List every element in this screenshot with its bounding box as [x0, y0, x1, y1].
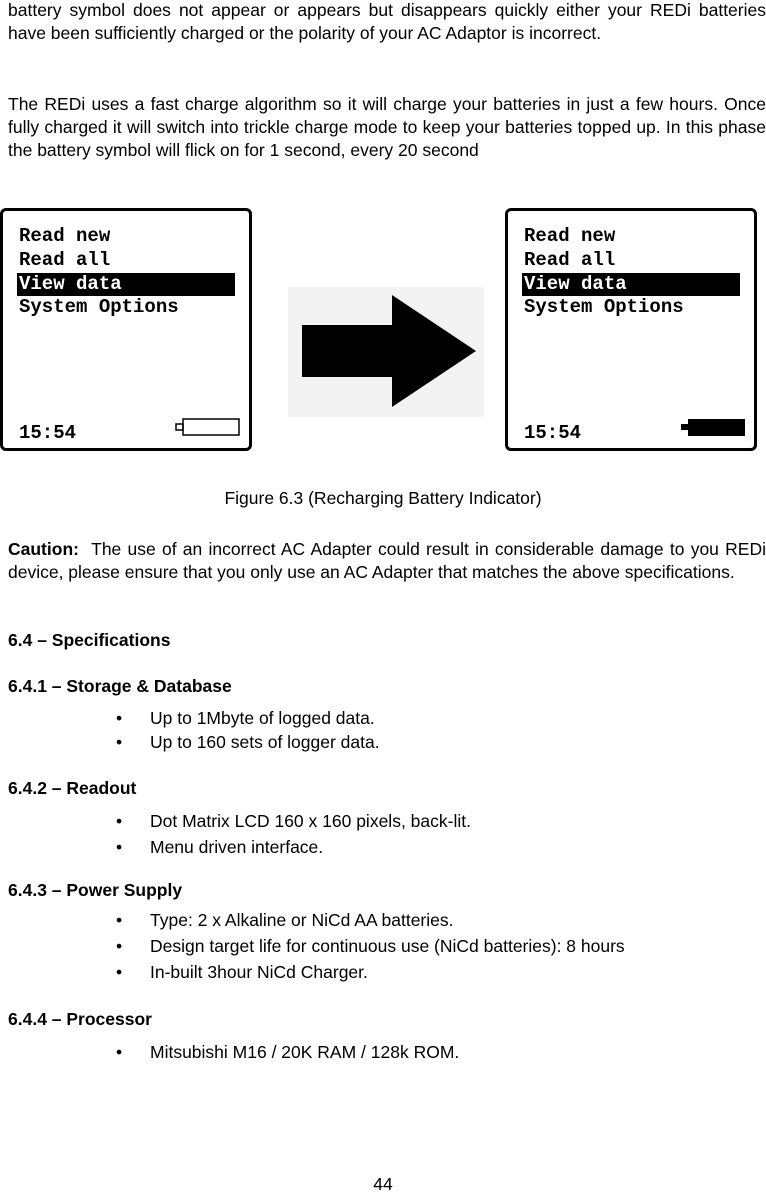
- list-item: • Dot Matrix LCD 160 x 160 pixels, back-lit.: [116, 811, 471, 831]
- list-item: • Menu driven interface.: [116, 837, 324, 857]
- figure-caption: Figure 6.3 (Recharging Battery Indicator): [224, 488, 542, 508]
- list-item: • Design target life for continuous use (NiCd batteries): 8 hours: [116, 936, 625, 956]
- menu-item-read-all: Read all: [524, 249, 616, 271]
- section-title-processor: 6.4.4 – Processor: [8, 1009, 152, 1029]
- list-item: • In-built 3hour NiCd Charger.: [116, 962, 368, 982]
- lcd-screen-after: [505, 208, 757, 451]
- list-item: • Up to 160 sets of logger data.: [116, 732, 380, 752]
- section-title-specifications: 6.4 – Specifications: [8, 630, 171, 650]
- section-title-readout: 6.4.2 – Readout: [8, 778, 137, 798]
- clock-time: 15:54: [524, 422, 582, 444]
- arrow-right-icon: [288, 287, 484, 417]
- caution-label: Caution:: [8, 539, 79, 559]
- intro-paragraph-1: battery symbol does not appear or appears but disappears quickly either your REDi batteries have been sufficiently charged or the polarity of your AC Adaptor is incorrect.: [8, 0, 766, 43]
- battery-full-icon: [680, 417, 746, 437]
- menu-item-view-data-selected: View data: [17, 273, 235, 296]
- caution-paragraph: [8, 538, 766, 584]
- section-title-power-supply: 6.4.3 – Power Supply: [8, 880, 183, 900]
- page-number: 44: [373, 1174, 393, 1194]
- battery-empty-icon: [175, 417, 241, 437]
- list-item: • Mitsubishi M16 / 20K RAM / 128k ROM.: [116, 1042, 460, 1062]
- list-item: • Type: 2 x Alkaline or NiCd AA batteries.: [116, 910, 454, 930]
- section-title-storage: 6.4.1 – Storage & Database: [8, 676, 232, 696]
- list-item: • Up to 1Mbyte of logged data.: [116, 708, 375, 728]
- menu-item-view-data-selected: View data: [522, 273, 740, 296]
- menu-item-system-options: System Options: [524, 296, 684, 318]
- caution-text: The use of an incorrect AC Adapter could result in considerable damage to you REDi device, please ensure that you only use an AC Adapter that matches the above specifications.: [8, 539, 766, 582]
- clock-time: 15:54: [19, 422, 77, 444]
- intro-paragraph-2: The REDi uses a fast charge algorithm so it will charge your batteries in just a few hours. Once fully charged it will switch into trickle charge mode to keep your batteries topped up. In this phase the battery symbol will flick on for 1 second, every 20 second: [8, 94, 766, 160]
- menu-item-read-new: Read new: [19, 225, 111, 247]
- menu-item-read-new: Read new: [524, 225, 616, 247]
- menu-item-system-options: System Options: [19, 296, 179, 318]
- menu-item-read-all: Read all: [19, 249, 111, 271]
- lcd-screen-before: [0, 208, 252, 451]
